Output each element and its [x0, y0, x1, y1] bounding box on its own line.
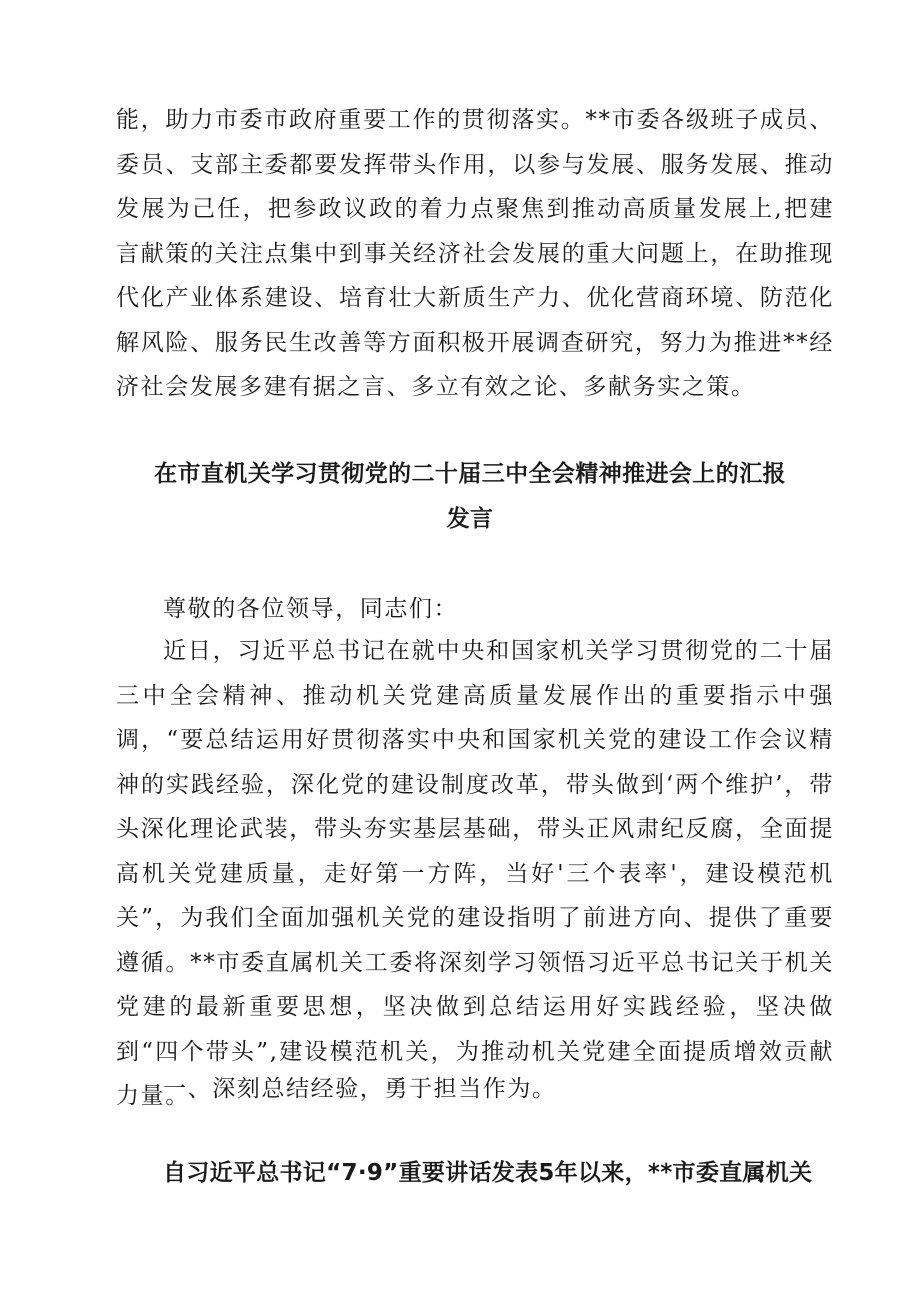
intro-continuation-paragraph: 能，助力市委市政府重要工作的贯彻落实。**市委各级班子成员、委员、支部主委都要发挥带头作用，以参与发展、服务发展、推动发展为己任，把参政议政的着力点聚焦到推动高质量发展上,把建言献策的关注点集中到事关经济社会发展的重大问题上，在助推现代化产业体系建设、培育壮大新质生产力、优化营商环境、防范化解风险、服务民生改善等方面积极开展调查研究，努力为推进**经济社会发展多建有据之言、多立有效之论、多献务实之策。 [116, 107, 834, 400]
body-paragraph: 近日，习近平总书记在就中央和国家机关学习贯彻党的二十届三中全会精神、推动机关党建高质量发展作出的重要指示中强调，“要总结运用好贯彻落实中央和国家机关党的建设工作会议精神的实践经验，深化党的建设制度改革，带头做到‘两个维护’，带头深化理论武装，带头夯实基层基础，带头正风肃纪反腐，全面提高机关党建质量，走好第一方阵，当好'三个表率'，建设模范机关”，为我们全面加强机关党的建设指明了前进方向、提供了重要遵循。**市委直属机关工委将深刻学习领悟习近平总书记关于机关党建的最新重要思想，坚决做到总结运用好实践经验，坚决做到“四个带头”,建设模范机关，为推动机关党建全面提质增效贡献力量。 [116, 638, 834, 1109]
section-heading: 一、深刻总结经验，勇于担当作为。 [163, 1076, 557, 1102]
bold-paragraph-start: 自习近平总书记“7·9”重要讲话发表5年以来，**市委直属机关 [163, 1160, 813, 1186]
salutation: 尊敬的各位领导，同志们： [163, 596, 459, 622]
speech-title: 在市直机关学习贯彻党的二十届三中全会精神推进会上的汇报发言 [154, 461, 786, 532]
